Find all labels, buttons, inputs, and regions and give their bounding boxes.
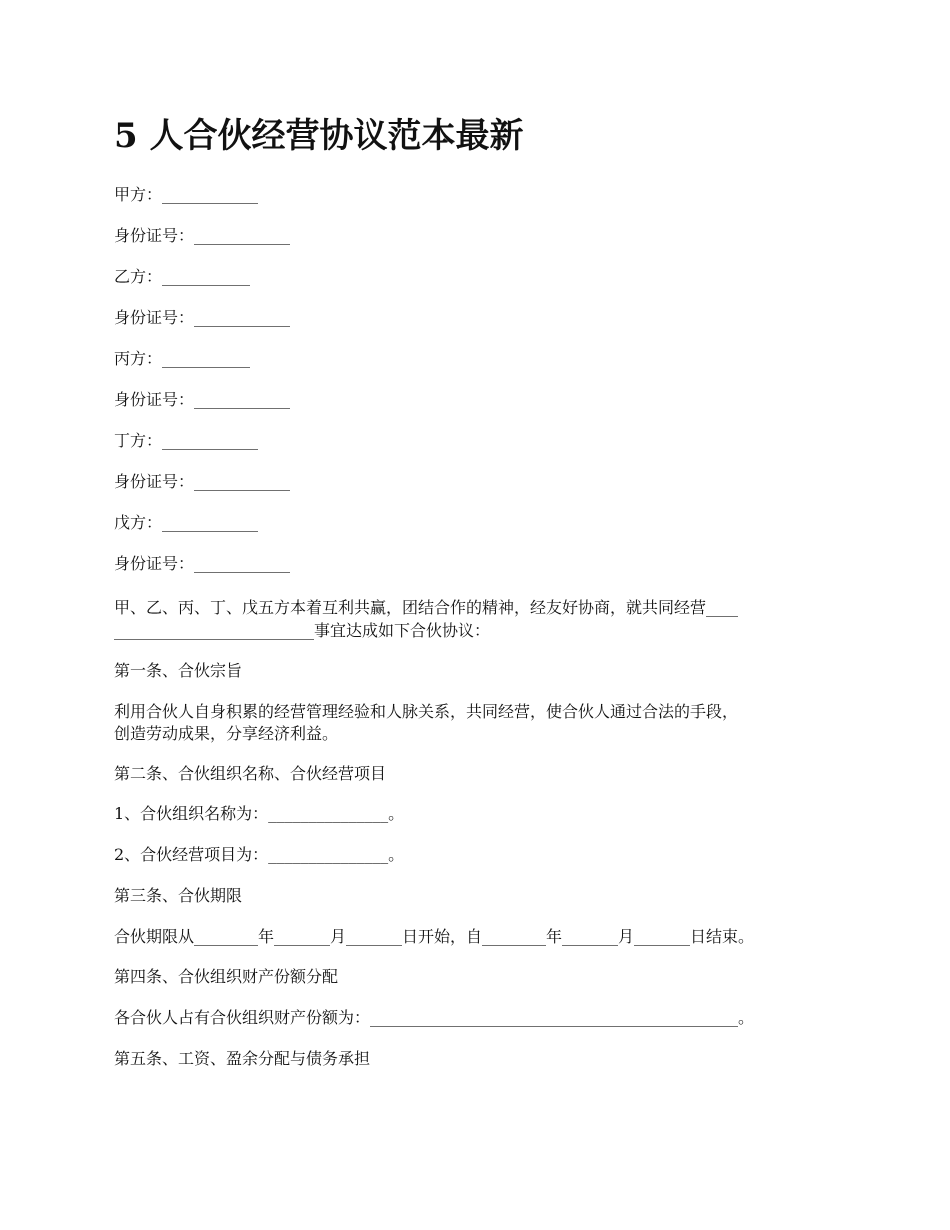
- party-c-line: 丙方：___________: [114, 349, 251, 368]
- party-d-line: 丁方：____________: [114, 431, 259, 450]
- article-3-body: 合伙期限从________年_______月_______日开始，自________年_______月_______日结束。: [114, 927, 755, 946]
- article-4-body: 各合伙人占有合伙组织财产份额为：______________________________________________。: [114, 1008, 755, 1027]
- party-a-id-line: 身份证号：____________: [114, 226, 291, 245]
- article-2-item-2: 2、合伙经营项目为：_______________。: [114, 845, 405, 864]
- intro-paragraph-line-1: 甲、乙、丙、丁、戊五方本着互利共赢，团结合作的精神，经友好协商，就共同经营____: [114, 598, 739, 617]
- article-5-title: 第五条、工资、盈余分配与债务承担: [114, 1049, 371, 1068]
- party-b-line: 乙方：___________: [114, 267, 251, 286]
- article-1-title: 第一条、合伙宗旨: [114, 661, 243, 680]
- article-1-body-line-2: 创造劳动成果，分享经济利益。: [114, 724, 339, 743]
- document-title: 5 人合伙经营协议范本最新: [114, 116, 524, 156]
- party-b-id-line: 身份证号：____________: [114, 308, 291, 327]
- party-a-line: 甲方：____________: [114, 185, 259, 204]
- party-e-id-line: 身份证号：____________: [114, 554, 291, 573]
- intro-paragraph-line-2: _________________________事宜达成如下合伙协议：: [114, 621, 491, 640]
- article-3-title: 第三条、合伙期限: [114, 886, 243, 905]
- party-e-line: 戊方：____________: [114, 513, 259, 532]
- article-1-body-line-1: 利用合伙人自身积累的经营管理经验和人脉关系，共同经营，使合伙人通过合法的手段，: [114, 702, 739, 721]
- party-c-id-line: 身份证号：____________: [114, 390, 291, 409]
- article-4-title: 第四条、合伙组织财产份额分配: [114, 967, 339, 986]
- article-2-title: 第二条、合伙组织名称、合伙经营项目: [114, 764, 387, 783]
- party-d-id-line: 身份证号：____________: [114, 472, 291, 491]
- article-2-item-1: 1、合伙组织名称为：_______________。: [114, 804, 405, 823]
